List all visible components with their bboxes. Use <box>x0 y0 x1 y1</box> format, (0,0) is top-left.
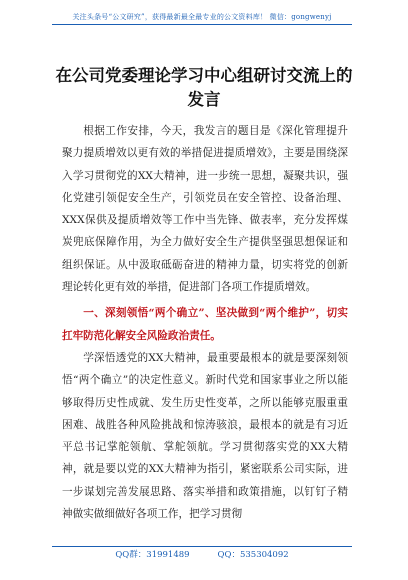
footer <box>52 548 352 560</box>
title-line-1: 在公司党委理论学习中心组研讨交流上的 <box>55 66 353 85</box>
document-body <box>62 120 348 525</box>
footer-qq-group: QQ群：31991489 <box>115 550 190 560</box>
section-heading-1: 一、深刻领悟“两个确立”、坚决做到“两个维护”，切实扛牢防范化解安全风险政治责任。 <box>62 307 348 342</box>
title-line-2: 发言 <box>187 90 221 109</box>
document-title <box>44 64 364 112</box>
header-banner: 关注头条号“公文研究”，获得最新最全最专业的公文资料库！ 微信：gongwenyj <box>72 13 332 21</box>
header-divider <box>52 24 352 25</box>
footer-qq: QQ：535304092 <box>217 550 289 560</box>
footer-divider <box>52 546 352 547</box>
paragraph-section-1: 学深悟透党的XX大精神，最重要最根本的就是要深刻领悟“两个确立”的决定性意义。新时代党和国家事业之所以能够取得历史性成就、发生历史性变革，之所以能够克服重重困难、战胜各种风险挑战和惊涛骇浪，最根本的就是有习近平总书记掌舵领航、掌舵领航。学习贯彻落实党的XX大精神，就是要以党的XX大精神为指引，紧密联系公司实际，进一步谋划完善发展思路、落实举措和政策措施，以钉钉子精神做实做细做好各项工作，把学习贯彻 <box>62 351 348 521</box>
paragraph-intro: 根据工作安排，今天，我发言的题目是《深化管理提升聚力提质增效以更有效的举措促进提质增效》，主要是围绕深入学习贯彻党的XX大精神，进一步统一思想，凝聚共识，强化党建引领促安全生产，引领党员在安全管控、设备治理、XXX保供及提质增效等工作中当先锋、做表率，充分发挥煤炭兜底保障作用，为全力做好安全生产提供坚强思想保证和组织保证。从中汲取砥砺奋进的精神力量，切实将党的创新理论转化更有效的举措，促进部门各项工作提质增效。 <box>62 125 348 294</box>
